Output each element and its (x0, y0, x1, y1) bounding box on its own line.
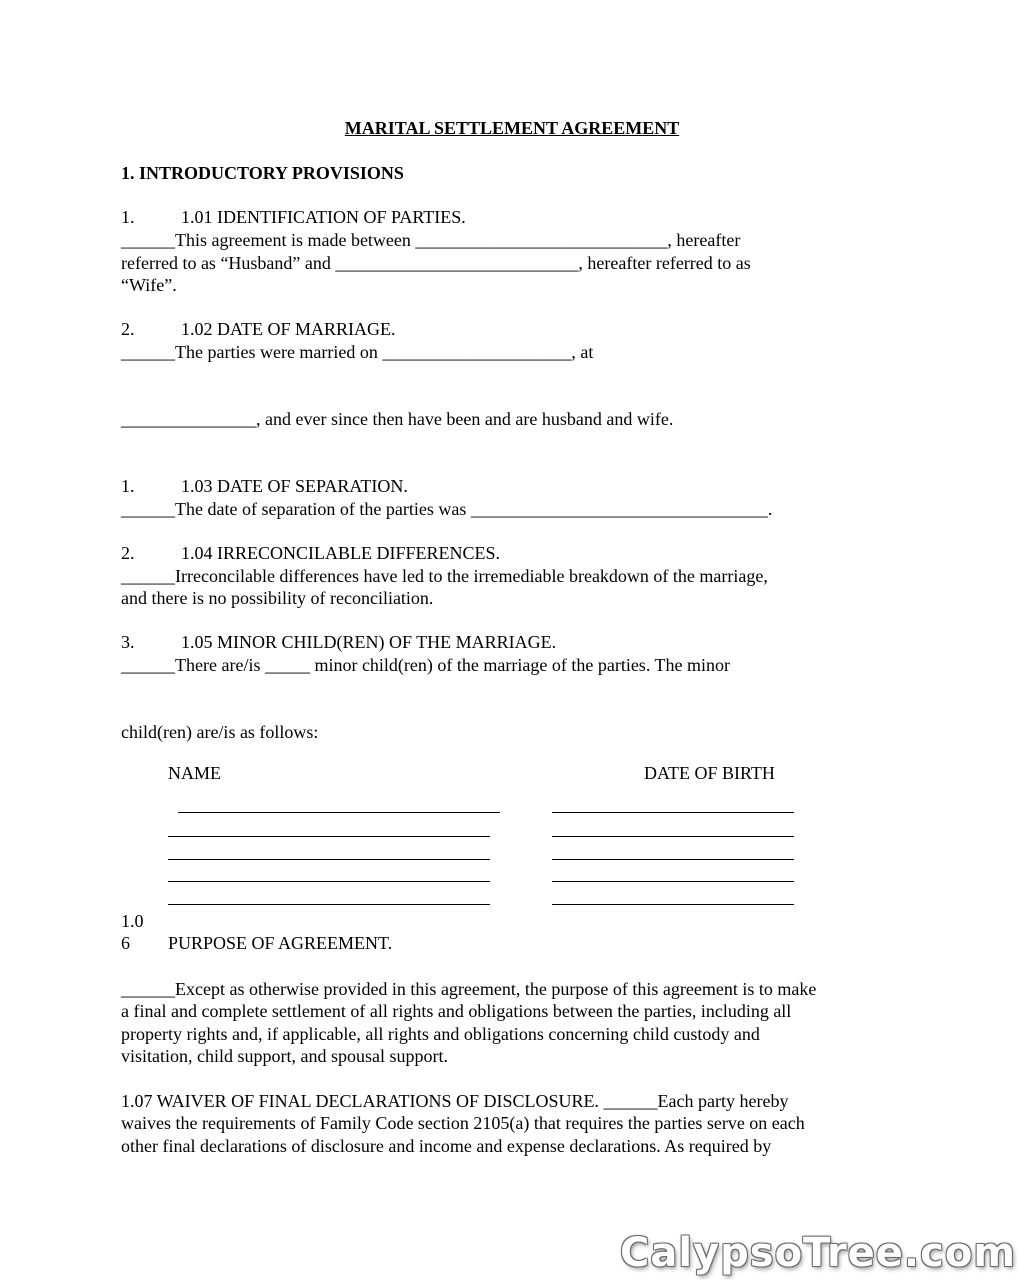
para-106-line-4: visitation, child support, and spousal support. (121, 1046, 448, 1066)
para-107-line-2: waives the requirements of Family Code section 2105(a) that requires the parties serve on each (121, 1113, 805, 1133)
para-107-line-3: other final declarations of disclosure and income and expense declarations. As required by (121, 1136, 772, 1156)
para-103-heading: 1.03 DATE OF SEPARATION. (181, 476, 408, 496)
para-102-line-1: ______The parties were married on _____________________, at (121, 342, 594, 362)
para-104-heading: 1.04 IRRECONCILABLE DIFFERENCES. (181, 543, 501, 563)
child-dob-blank-5 (552, 904, 794, 905)
para-105-line-2: child(ren) are/is as follows: (121, 722, 319, 742)
watermark-logo: CalypsoTree.com (620, 1230, 1016, 1276)
child-name-blank-4 (168, 881, 490, 882)
para-106-line-1: ______Except as otherwise provided in this agreement, the purpose of this agreement is to make (121, 979, 817, 999)
para-101-heading: 1.01 IDENTIFICATION OF PARTIES. (181, 207, 466, 227)
para-106-heading: PURPOSE OF AGREEMENT. (168, 933, 393, 953)
para-103-number: 1. (121, 476, 135, 496)
para-101-line-3: “Wife”. (121, 275, 177, 295)
para-102-number: 2. (121, 319, 135, 339)
children-dob-column-header: DATE OF BIRTH (644, 763, 775, 783)
child-name-blank-2 (168, 836, 490, 837)
para-101-line-2: referred to as “Husband” and ___________________________, hereafter referred to as (121, 253, 751, 273)
child-dob-blank-1 (552, 812, 794, 813)
para-106-number-part-1: 1.0 (121, 911, 144, 931)
para-101-line-1: ______This agreement is made between ____________________________, hereafter (121, 230, 741, 250)
para-105-number: 3. (121, 632, 135, 652)
child-dob-blank-2 (552, 836, 794, 837)
section-heading-introductory: 1. INTRODUCTORY PROVISIONS (121, 163, 404, 183)
para-105-heading: 1.05 MINOR CHILD(REN) OF THE MARRIAGE. (181, 632, 557, 652)
para-106-number-part-2: 6 (121, 933, 130, 953)
para-103-line-1: ______The date of separation of the parties was _________________________________. (121, 499, 773, 519)
para-104-line-1: ______Irreconcilable differences have led to the irremediable breakdown of the marriage, (121, 566, 768, 586)
document-title: MARITAL SETTLEMENT AGREEMENT (344, 118, 680, 138)
para-101-number: 1. (121, 207, 135, 227)
para-102-line-2: _______________, and ever since then have been and are husband and wife. (121, 409, 674, 429)
child-dob-blank-3 (552, 859, 794, 860)
child-name-blank-1 (178, 812, 500, 813)
para-102-heading: 1.02 DATE OF MARRIAGE. (181, 319, 396, 339)
para-104-line-2: and there is no possibility of reconciliation. (121, 588, 434, 608)
child-name-blank-5 (168, 904, 490, 905)
children-name-column-header: NAME (168, 763, 221, 783)
para-104-number: 2. (121, 543, 135, 563)
para-107-line-1: 1.07 WAIVER OF FINAL DECLARATIONS OF DISCLOSURE. ______Each party hereby (121, 1091, 789, 1111)
child-name-blank-3 (168, 859, 490, 860)
para-106-line-2: a final and complete settlement of all rights and obligations between the parties, including all (121, 1001, 792, 1021)
para-106-line-3: property rights and, if applicable, all rights and obligations concerning child custody and (121, 1024, 760, 1044)
child-dob-blank-4 (552, 881, 794, 882)
para-105-line-1: ______There are/is _____ minor child(ren) of the marriage of the parties. The minor (121, 655, 730, 675)
